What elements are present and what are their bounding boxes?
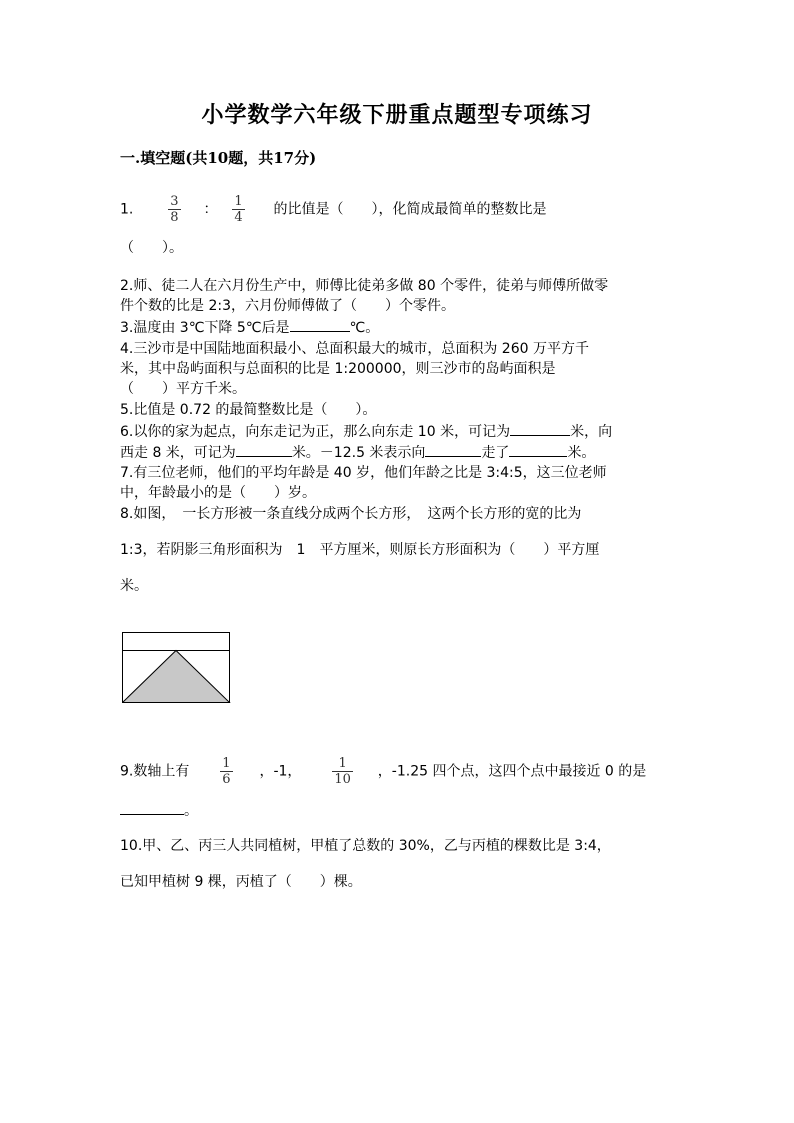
q3-text: 3.温度由 3℃下降 5℃后是 — [120, 320, 290, 336]
question-8-line2: 1:3，若阴影三角形面积为 1 平方厘米，则原长方形面积为（ ）平方厘 — [120, 542, 600, 558]
question-10-line1: 10.甲、乙、丙三人共同植树，甲植了总数的 30%，乙与丙植的棵数比是 3:4， — [120, 838, 611, 854]
q9-fraction-b-denominator: 10 — [334, 772, 351, 787]
question-3 — [120, 317, 379, 338]
question-5: 5.比值是 0.72 的最简整数比是（ ）。 — [120, 402, 377, 418]
q6-blank-1[interactable] — [510, 421, 570, 436]
question-1 — [120, 194, 547, 225]
section-heading: 一.填空题(共10题，共17分) — [120, 149, 317, 167]
q9-fraction-a-denominator: 6 — [222, 772, 231, 787]
q6-blank-3[interactable] — [425, 442, 481, 457]
q1-fraction-a-numerator: 3 — [170, 194, 179, 209]
q1-fraction-b-numerator: 1 — [234, 194, 243, 209]
q6-text-c: 西走 8 米，可记为 — [120, 445, 236, 461]
shaded-triangle — [123, 651, 230, 703]
q3-unit: ℃。 — [349, 320, 380, 336]
q6-text-e: 走了 — [481, 445, 510, 461]
q9-fraction-a — [220, 756, 232, 787]
q9-text-b: ，-1， — [259, 763, 302, 780]
q9-text-c: ，-1.25 四个点，这四个点中最接近 0 的是 — [377, 763, 647, 780]
question-6-line1 — [120, 421, 612, 442]
question-8-line1: 8.如图， 一长方形被一条直线分成两个长方形， 这两个长方形的宽的比为 — [120, 506, 582, 522]
question-4-line1: 4.三沙市是中国陆地面积最小、总面积最大的城市，总面积为 260 万平方千 — [120, 341, 589, 357]
question-6-line2 — [120, 442, 595, 463]
q9-text-a: 9.数轴上有 — [120, 763, 190, 780]
q1-fraction-a — [168, 194, 180, 225]
question-4-line2: 米，其中岛屿面积与总面积的比是 1:200000，则三沙市的岛屿面积是 — [120, 361, 556, 377]
q1-text: 的比值是（ ），化简成最简单的整数比是 — [273, 201, 547, 218]
q1-fraction-b — [232, 194, 244, 225]
q6-text-b: 米，向 — [570, 424, 613, 440]
q9-fraction-b-numerator: 1 — [332, 756, 353, 772]
q1-fraction-a-denominator: 8 — [170, 210, 179, 225]
question-9-line2 — [120, 800, 198, 821]
question-10-line2: 已知甲植树 9 棵，丙植了（ ）棵。 — [120, 874, 362, 890]
q3-answer-blank[interactable] — [290, 317, 350, 332]
q6-blank-2[interactable] — [236, 442, 292, 457]
question-9 — [120, 756, 646, 787]
q1-fraction-b-denominator: 4 — [234, 210, 243, 225]
q9-fraction-b — [332, 756, 353, 787]
question-4-line3: （ ）平方千米。 — [120, 381, 246, 397]
q6-blank-4[interactable] — [509, 442, 567, 457]
question-2-line2: 件个数的比是 2:3，六月份师傅做了（ ）个零件。 — [120, 298, 455, 314]
q1-number: 1. — [120, 201, 134, 218]
q9-end: 。 — [184, 803, 198, 819]
q6-text-f: 米。 — [567, 445, 596, 461]
question-1-line2: （ ）。 — [120, 240, 183, 256]
q9-answer-blank[interactable] — [120, 800, 184, 815]
question-2-line1: 2.师、徒二人在六月份生产中，师傅比徒弟多做 80 个零件，徒弟与师傅所做零 — [120, 278, 609, 294]
q1-colon: ： — [203, 201, 218, 218]
page-title: 小学数学六年级下册重点题型专项练习 — [201, 102, 593, 128]
question-7-line2: 中，年龄最小的是（ ）岁。 — [120, 485, 316, 501]
q6-text-a: 6.以你的家为起点，向东走记为正，那么向东走 10 米，可记为 — [120, 424, 511, 440]
question-7-line1: 7.有三位老师，他们的平均年龄是 40 岁，他们年龄之比是 3:4:5，这三位老师 — [120, 465, 607, 481]
rectangle-triangle-figure — [122, 632, 232, 704]
q6-text-d: 米。－12.5 米表示向 — [291, 445, 426, 461]
q9-fraction-a-numerator: 1 — [222, 756, 231, 771]
question-8-line3: 米。 — [120, 578, 148, 594]
